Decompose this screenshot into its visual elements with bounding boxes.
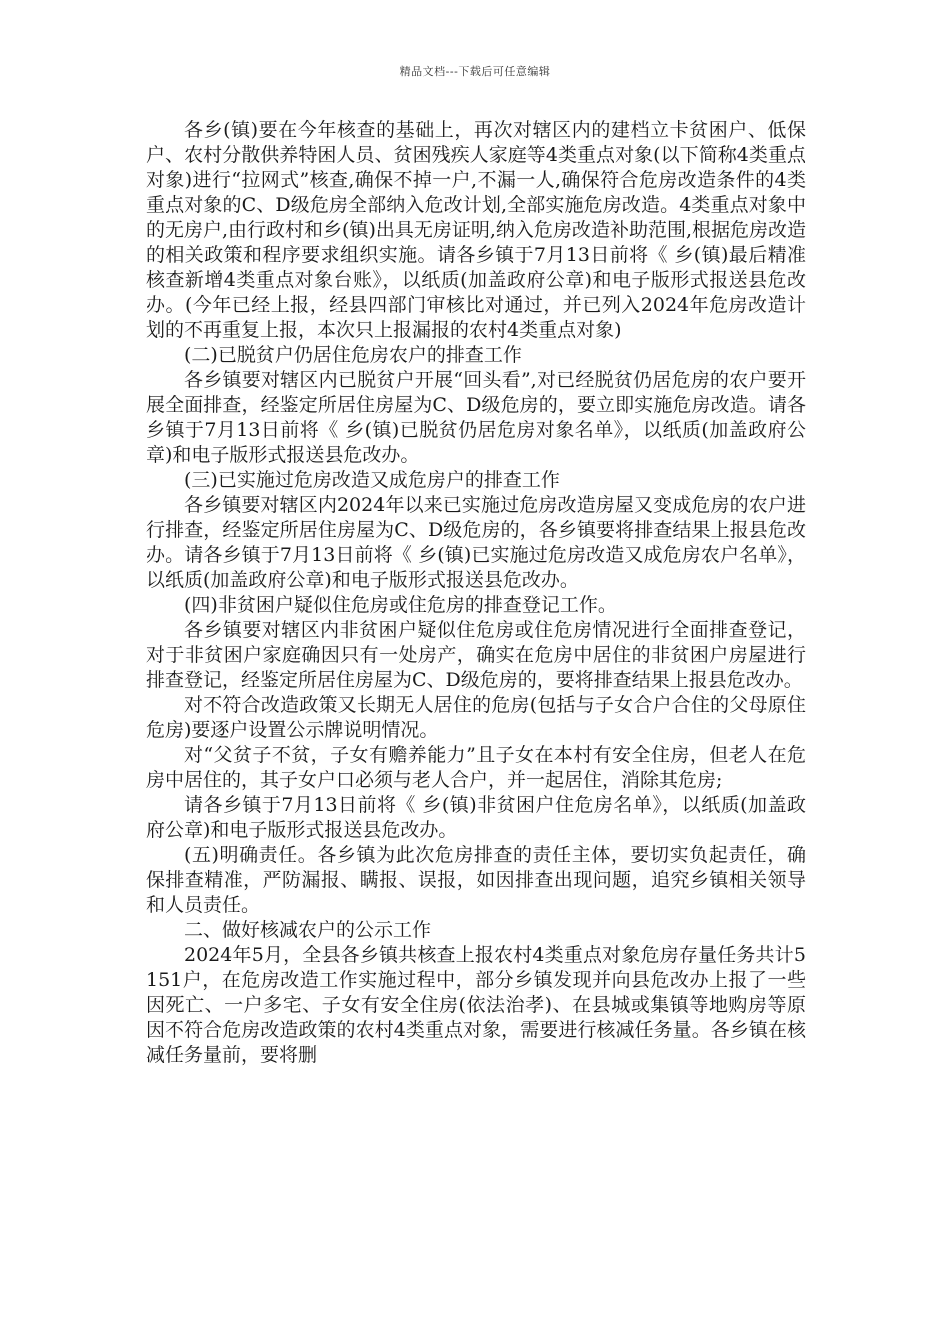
- section-heading: 二、做好核减农户的公示工作: [184, 919, 432, 941]
- section-heading: (二)已脱贫户仍居住危房农户的排查工作: [184, 344, 522, 366]
- section-heading: (四)非贫困户疑似住危房或住危房的排查登记工作。: [184, 594, 617, 616]
- paragraph: 对“父贫子不贫，子女有赡养能力”且子女在本村有安全住房，但老人在危房中居住的，其子女户口必须与老人合户，并一起居住，消除其危房;: [146, 744, 806, 791]
- paragraph: 2024年5月，全县各乡镇共核查上报农村4类重点对象危房存量任务共计5151户，在危房改造工作实施过程中，部分乡镇发现并向县危改办上报了一些因死亡、一户多宅、子女有安全住房(依法治孝)、在县城或集镇等地购房等原因不符合危房改造政策的农村4类重点对象，需要进行核减任务量。各乡镇在核减任务量前，要将删: [146, 944, 806, 1066]
- paragraph: 各乡镇要对辖区内2024年以来已实施过危房改造房屋又变成危房的农户进行排查，经鉴定所居住房屋为C、D级危房的，各乡镇要将排查结果上报县危改办。请各乡镇于7月13日前将《 乡(镇)已实施过危房改造又成危房农户名单》，以纸质(加盖政府公章)和电子版形式报送县危改办。: [146, 494, 806, 591]
- paragraph: 对不符合改造政策又长期无人居住的危房(包括与子女合户合住的父母原住危房)要逐户设置公示牌说明情况。: [146, 694, 806, 741]
- paragraph: 各乡(镇)要在今年核查的基础上，再次对辖区内的建档立卡贫困户、低保户、农村分散供养特困人员、贫困残疾人家庭等4类重点对象(以下简称4类重点对象)进行“拉网式”核查,确保不掉一户,不漏一人,确保符合危房改造条件的4类重点对象的C、D级危房全部纳入危改计划,全部实施危房改造。4类重点对象中的无房户,由行政村和乡(镇)出具无房证明,纳入危房改造补助范围,根据危房改造的相关政策和程序要求组织实施。请各乡镇于7月13日前将《 乡(镇)最后精准核查新增4类重点对象台账》，以纸质(加盖政府公章)和电子版形式报送县危改办。(今年已经上报，经县四部门审核比对通过，并已列入2024年危房改造计划的不再重复上报，本次只上报漏报的农村4类重点对象): [146, 119, 806, 341]
- paragraph: (五)明确责任。各乡镇为此次危房排查的责任主体，要切实负起责任，确保排查精准，严防漏报、瞒报、误报，如因排查出现问题，追究乡镇相关领导和人员责任。: [146, 844, 806, 916]
- page-header: 精品文档---下载后可任意编辑: [399, 65, 551, 78]
- document-body: [146, 118, 806, 1068]
- paragraph: 各乡镇要对辖区内非贫困户疑似住危房或住危房情况进行全面排查登记，对于非贫困户家庭确因只有一处房产，确实在危房中居住的非贫困户房屋进行排查登记，经鉴定所居住房屋为C、D级危房的，要将排查结果上报县危改办。: [146, 619, 806, 691]
- section-heading: (三)已实施过危房改造又成危房户的排查工作: [184, 469, 560, 491]
- paragraph: 请各乡镇于7月13日前将《 乡(镇)非贫困户住危房名单》，以纸质(加盖政府公章)和电子版形式报送县危改办。: [146, 794, 806, 841]
- paragraph: 各乡镇要对辖区内已脱贫户开展“回头看”,对已经脱贫仍居危房的农户要开展全面排查，经鉴定所居住房屋为C、D级危房的，要立即实施危房改造。请各乡镇于7月13日前将《 乡(镇)已脱贫仍居危房对象名单》，以纸质(加盖政府公章)和电子版形式报送县危改办。: [146, 369, 806, 466]
